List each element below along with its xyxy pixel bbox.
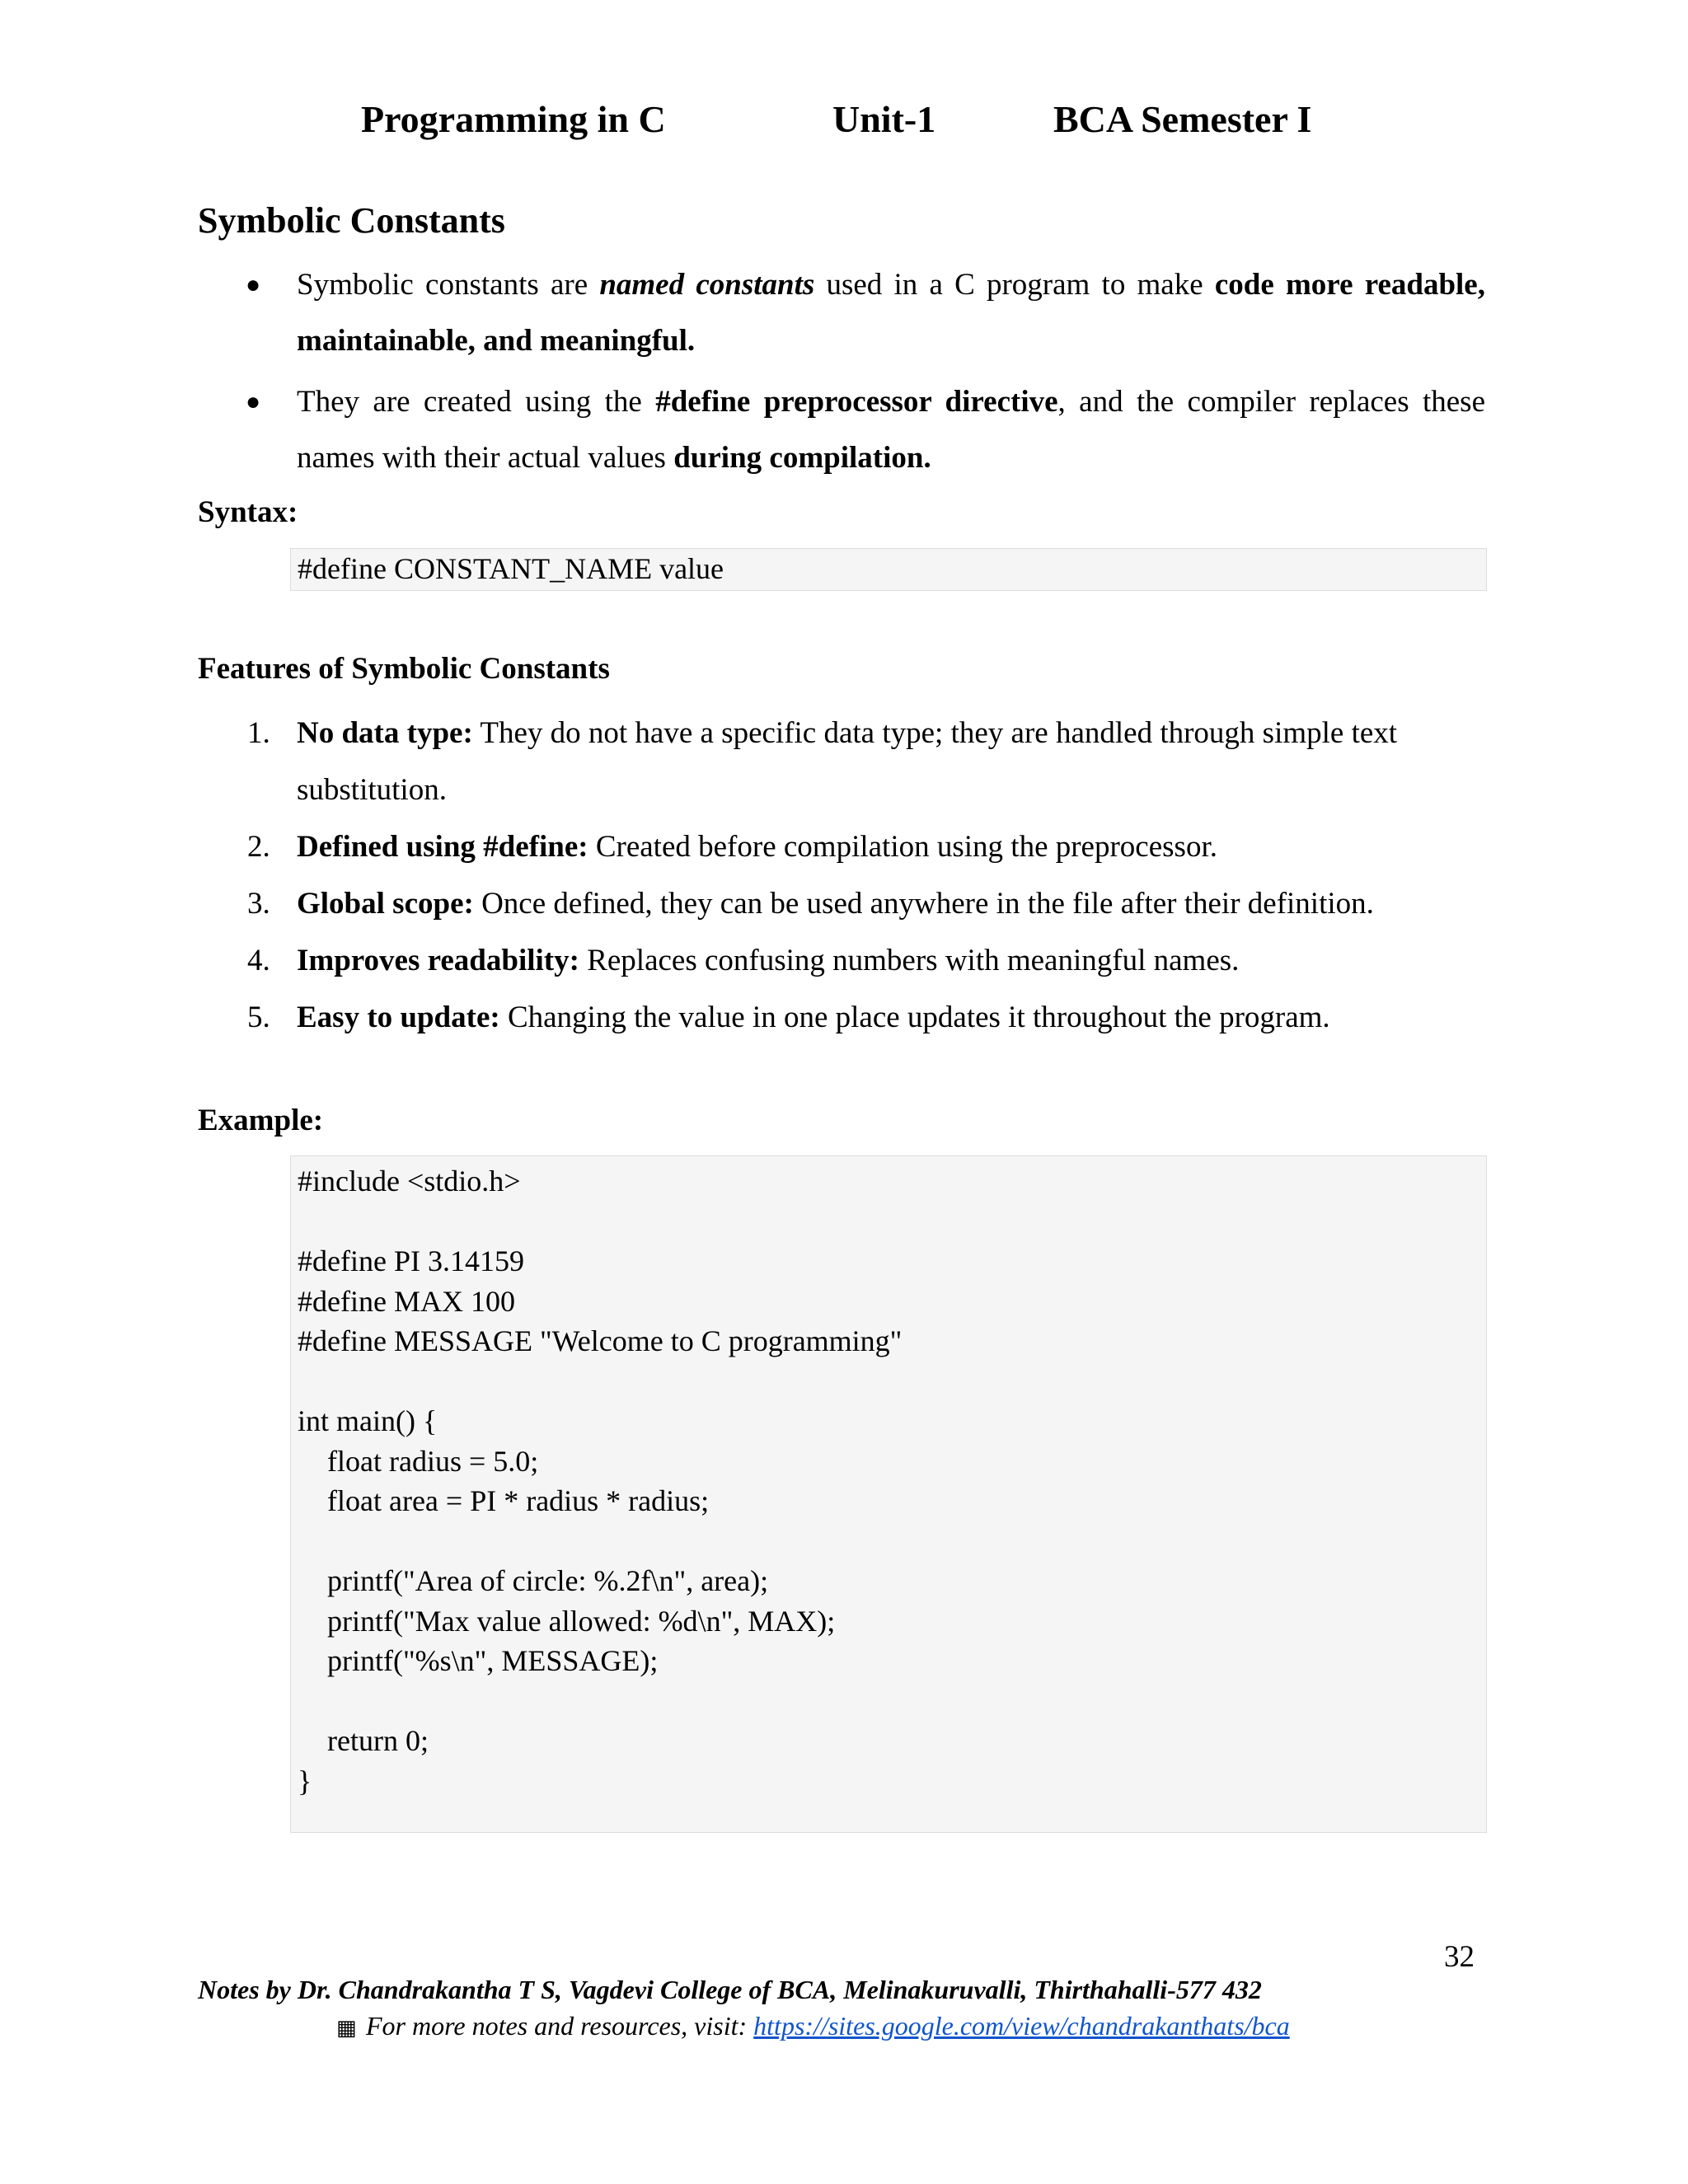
- feature-desc: Once defined, they can be used anywhere in the file after their definition.: [473, 887, 1374, 921]
- code-line: printf("%s\n", MESSAGE);: [298, 1644, 659, 1677]
- feature-item: [239, 989, 1485, 1046]
- bullet-text: Symbolic constants are: [297, 268, 600, 302]
- code-line: float area = PI * radius * radius;: [298, 1484, 710, 1517]
- footer-resources: [336, 2011, 1290, 2041]
- feature-term: Defined using #define:: [297, 830, 588, 864]
- feature-desc: Changing the value in one place updates it throughout the program.: [499, 1001, 1330, 1034]
- code-line: float radius = 5.0;: [298, 1444, 539, 1478]
- bullet-text: , and the compiler replaces these names with their actual values: [297, 385, 1486, 475]
- code-line: #define PI 3.14159: [298, 1244, 524, 1277]
- footer-notes: Notes by Dr. Chandrakantha T S, Vagdevi College of BCA, Melinakuruvalli, Thirthahalli-577 432: [198, 1975, 1262, 2004]
- header-course: BCA Semester I: [1053, 98, 1312, 140]
- bullet-emphasis: named constants: [599, 268, 815, 302]
- syntax-label: Syntax:: [198, 495, 298, 529]
- code-line: return 0;: [298, 1724, 429, 1757]
- feature-number: 5.: [247, 1001, 270, 1034]
- feature-number: 1.: [247, 716, 270, 750]
- features-heading: Features of Symbolic Constants: [198, 652, 610, 686]
- section-title: Symbolic Constants: [198, 200, 505, 241]
- feature-desc: They do not have a specific data type; they are handled through simple text substitution.: [297, 716, 1398, 807]
- header-subject: Programming in C: [361, 98, 666, 140]
- syntax-code: #define CONSTANT_NAME value: [298, 552, 724, 585]
- books-icon: ▦: [336, 2016, 357, 2040]
- bullet-item: [239, 374, 1485, 486]
- bullet-bold: during compilation.: [673, 441, 931, 475]
- header-unit: Unit-1: [832, 98, 936, 140]
- feature-desc: Replaces confusing numbers with meaningful names.: [579, 944, 1240, 977]
- code-line: #include <stdio.h>: [298, 1165, 521, 1197]
- intro-bullet-list: [239, 257, 1485, 490]
- feature-number: 3.: [247, 887, 270, 921]
- code-line: [298, 1202, 1486, 1242]
- example-label: Example:: [198, 1104, 324, 1137]
- bullet-text: used in a C program to make: [814, 268, 1215, 302]
- feature-item: [239, 875, 1485, 932]
- bullet-text: They are created using the: [297, 385, 656, 419]
- feature-term: Easy to update:: [297, 1001, 500, 1034]
- feature-item: [239, 818, 1485, 875]
- code-line: printf("Max value allowed: %d\n", MAX);: [298, 1604, 836, 1638]
- bullet-bold: code more readable, maintainable, and meaningful.: [297, 268, 1485, 358]
- bullet-dot-icon: ●: [246, 271, 261, 298]
- bullet-item: [239, 257, 1485, 369]
- footer-link[interactable]: https://sites.google.com/view/chandrakanthats/bca: [753, 2011, 1290, 2041]
- footer-more-text: For more notes and resources, visit:: [366, 2011, 754, 2041]
- feature-number: 2.: [247, 830, 270, 864]
- code-line: [298, 1361, 1486, 1402]
- feature-item: [239, 705, 1485, 818]
- features-list: [239, 705, 1485, 1046]
- page-number: 32: [1444, 1940, 1475, 1974]
- code-line: int main() {: [298, 1404, 438, 1437]
- bullet-dot-icon: ●: [246, 388, 261, 415]
- code-line: #define MAX 100: [298, 1284, 515, 1318]
- code-line: printf("Area of circle: %.2f\n", area);: [298, 1564, 769, 1597]
- example-code-box: [290, 1155, 1487, 1833]
- feature-term: No data type:: [297, 716, 473, 750]
- feature-number: 4.: [247, 944, 270, 977]
- bullet-bold: #define preprocessor directive: [655, 385, 1058, 419]
- code-line: }: [298, 1764, 312, 1797]
- feature-term: Global scope:: [297, 887, 474, 921]
- code-line: [298, 1681, 1486, 1722]
- code-line: #define MESSAGE "Welcome to C programming": [298, 1324, 903, 1357]
- feature-term: Improves readability:: [297, 944, 579, 977]
- code-line: [298, 1521, 1486, 1562]
- feature-desc: Created before compilation using the preprocessor.: [588, 830, 1217, 864]
- feature-item: [239, 932, 1485, 989]
- syntax-code-box: [290, 548, 1487, 591]
